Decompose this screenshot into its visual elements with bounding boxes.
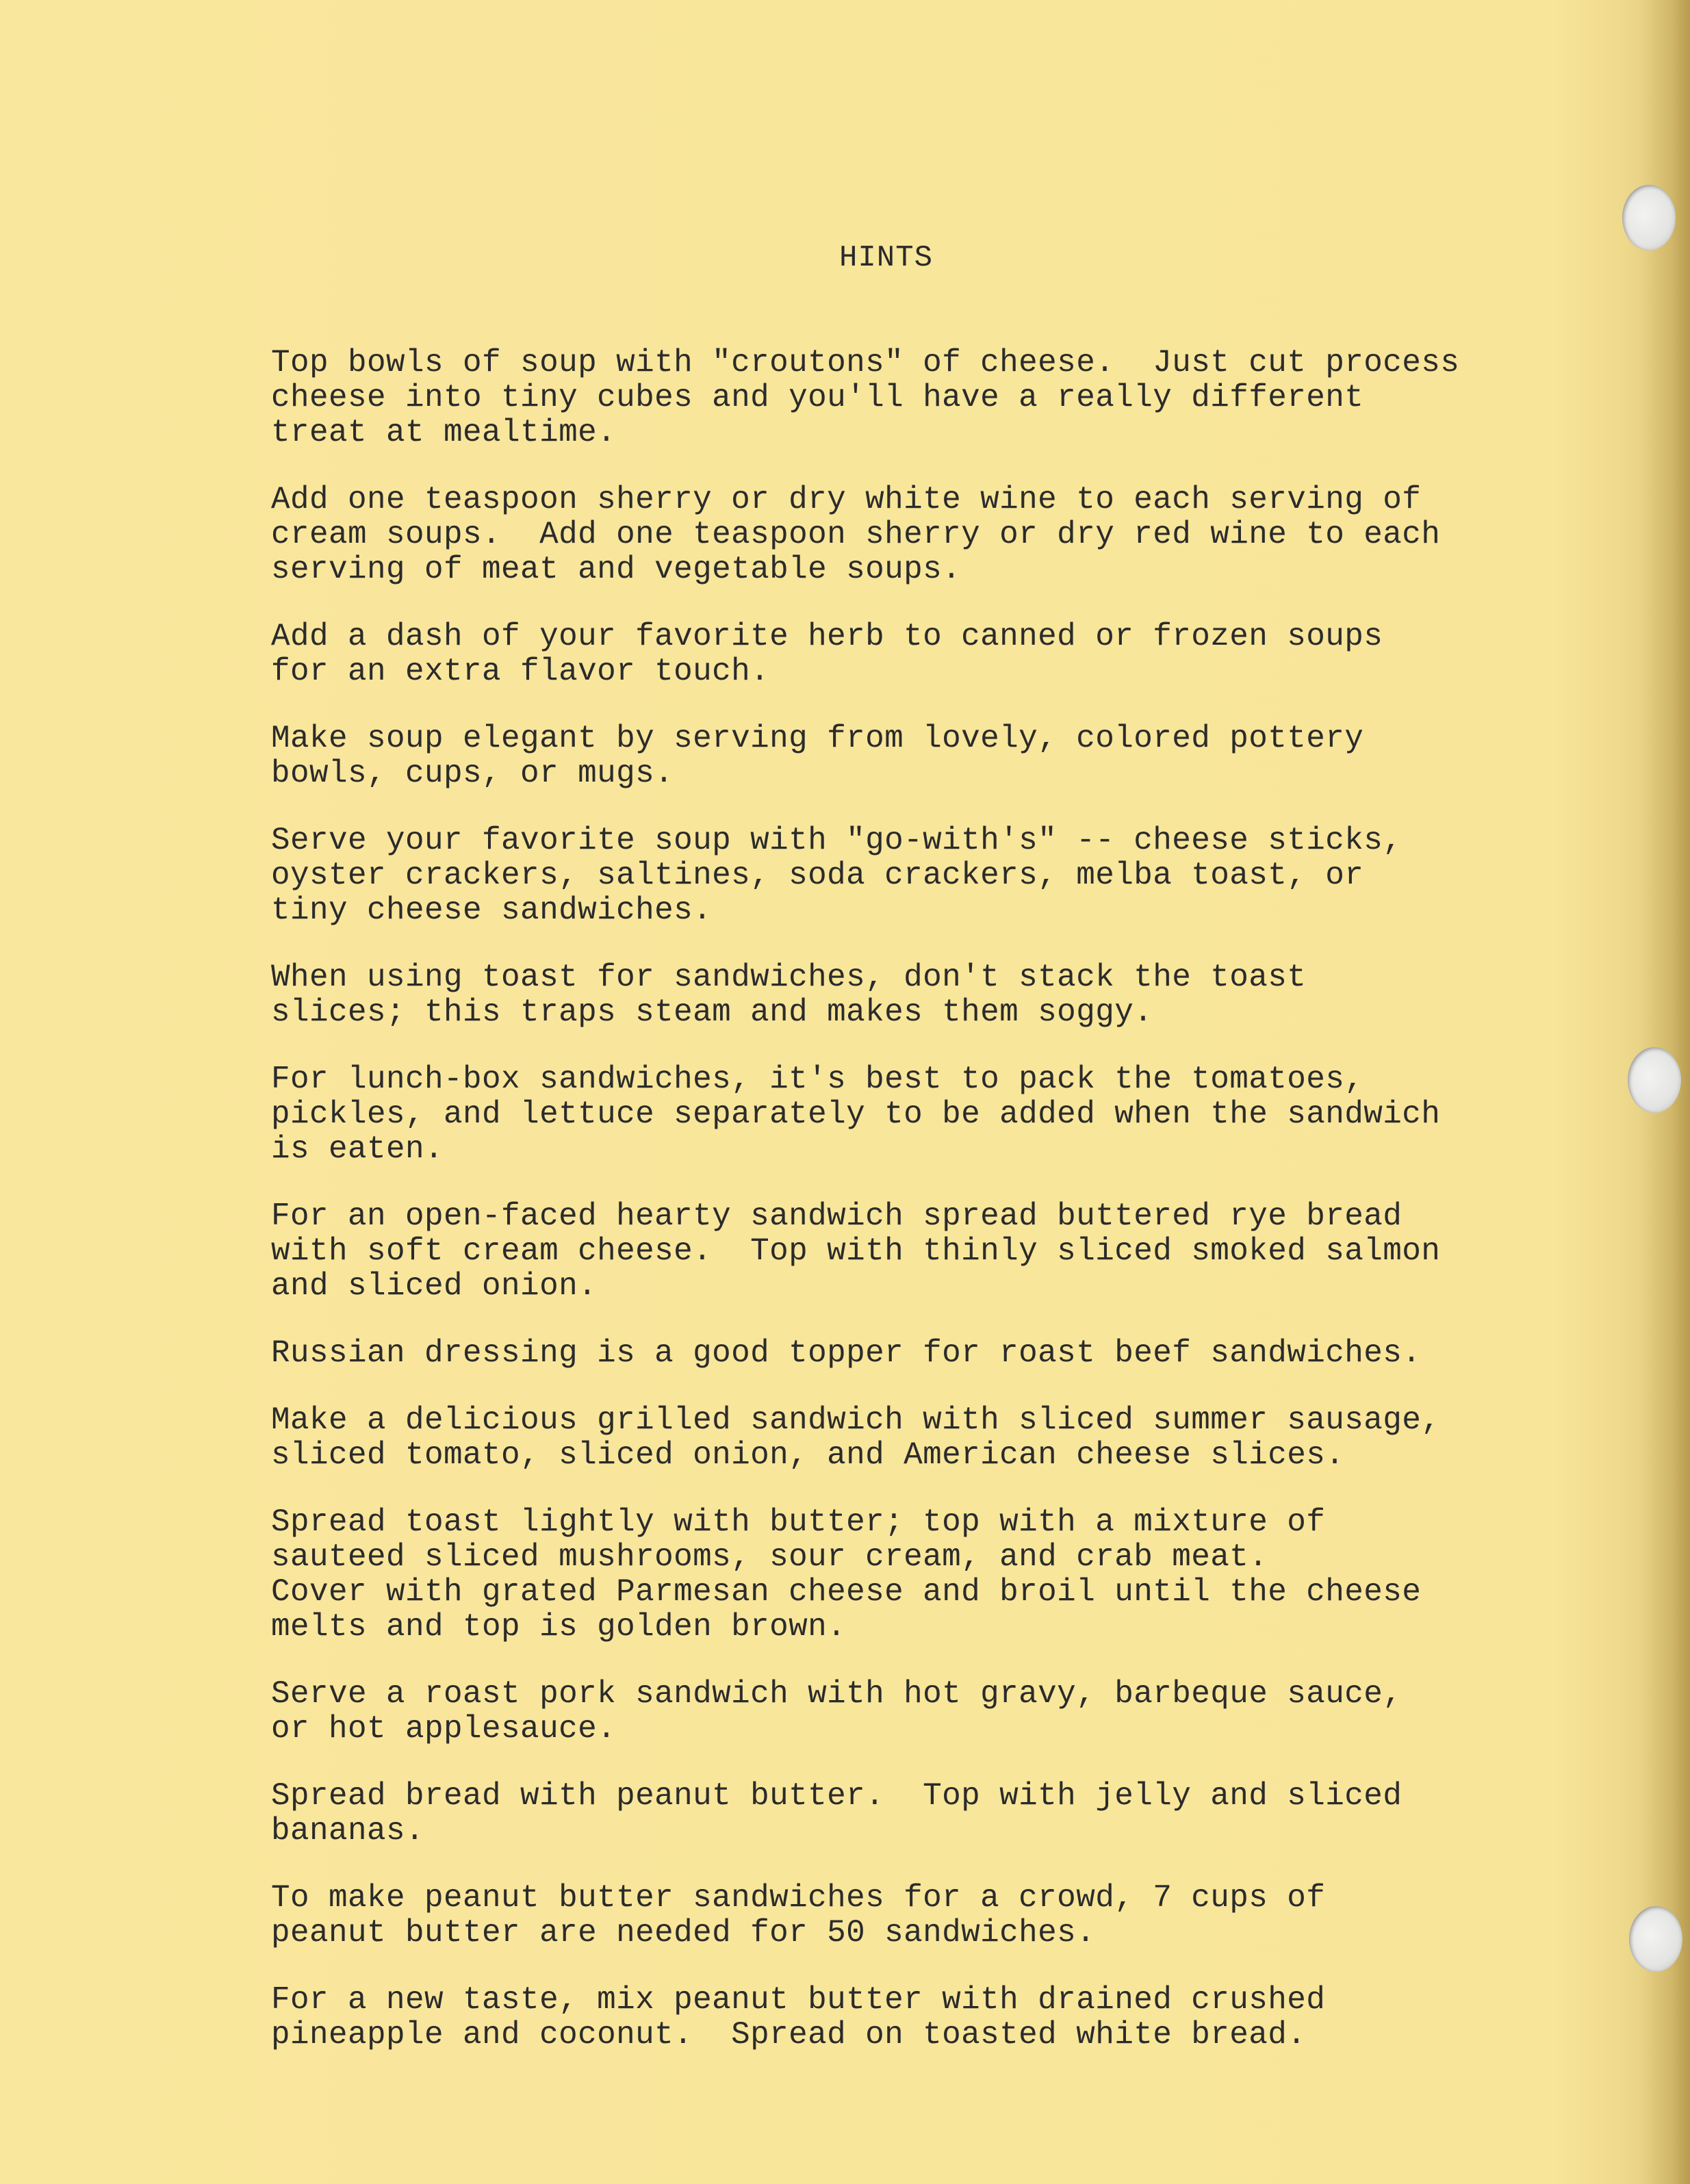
hint-paragraph: Make soup elegant by serving from lovely, colored pottery bowls, cups, or mugs. — [271, 721, 1364, 791]
hint-paragraph: Spread toast lightly with butter; top with a mixture of sauteed sliced mushrooms, sour cream, and crab meat. Cover with grated Parmesan cheese and broil until the cheese melts and top is golden brown. — [271, 1504, 1422, 1645]
hint-paragraph: Add one teaspoon sherry or dry white wine to each serving of cream soups. Add one teaspoon sherry or dry red wine to each serving of meat and vegetable soups. — [271, 482, 1441, 587]
binder-hole-middle — [1628, 1047, 1681, 1113]
hints-list — [271, 346, 1572, 2085]
hint-paragraph: Serve a roast pork sandwich with hot gravy, barbeque sauce, or hot applesauce. — [271, 1676, 1403, 1747]
binder-hole-bottom — [1629, 1906, 1682, 1972]
hint-paragraph: Serve your favorite soup with "go-with's" -- cheese sticks, oyster crackers, saltines, soda crackers, melba toast, or tiny cheese sandwiches. — [271, 823, 1403, 928]
hint-paragraph: Spread bread with peanut butter. Top with jelly and sliced bananas. — [271, 1778, 1403, 1849]
page-title: HINTS — [838, 241, 934, 275]
hint-paragraph: Top bowls of soup with "croutons" of cheese. Just cut process cheese into tiny cubes and you'll have a really different treat at mealtime. — [271, 345, 1460, 450]
hint-paragraph: To make peanut butter sandwiches for a crowd, 7 cups of peanut butter are needed for 50 sandwiches. — [271, 1880, 1326, 1951]
hint-paragraph: Add a dash of your favorite herb to canned or frozen soups for an extra flavor touch. — [271, 619, 1383, 689]
hint-paragraph: For an open-faced hearty sandwich spread buttered rye bread with soft cream cheese. Top with thinly sliced smoked salmon and sliced onion. — [271, 1198, 1441, 1304]
hint-paragraph: For a new taste, mix peanut butter with drained crushed pineapple and coconut. Spread on toasted white bread. — [271, 1982, 1326, 2053]
hint-paragraph: For lunch-box sandwiches, it's best to pack the tomatoes, pickles, and lettuce separately to be added when the sandwich is eaten. — [271, 1062, 1441, 1167]
hint-paragraph: Make a delicious grilled sandwich with sliced summer sausage, sliced tomato, sliced onion, and American cheese slices. — [271, 1402, 1441, 1473]
hint-paragraph: Russian dressing is a good topper for roast beef sandwiches. — [271, 1335, 1422, 1371]
hint-paragraph: When using toast for sandwiches, don't stack the toast slices; this traps steam and makes them soggy. — [271, 960, 1307, 1030]
